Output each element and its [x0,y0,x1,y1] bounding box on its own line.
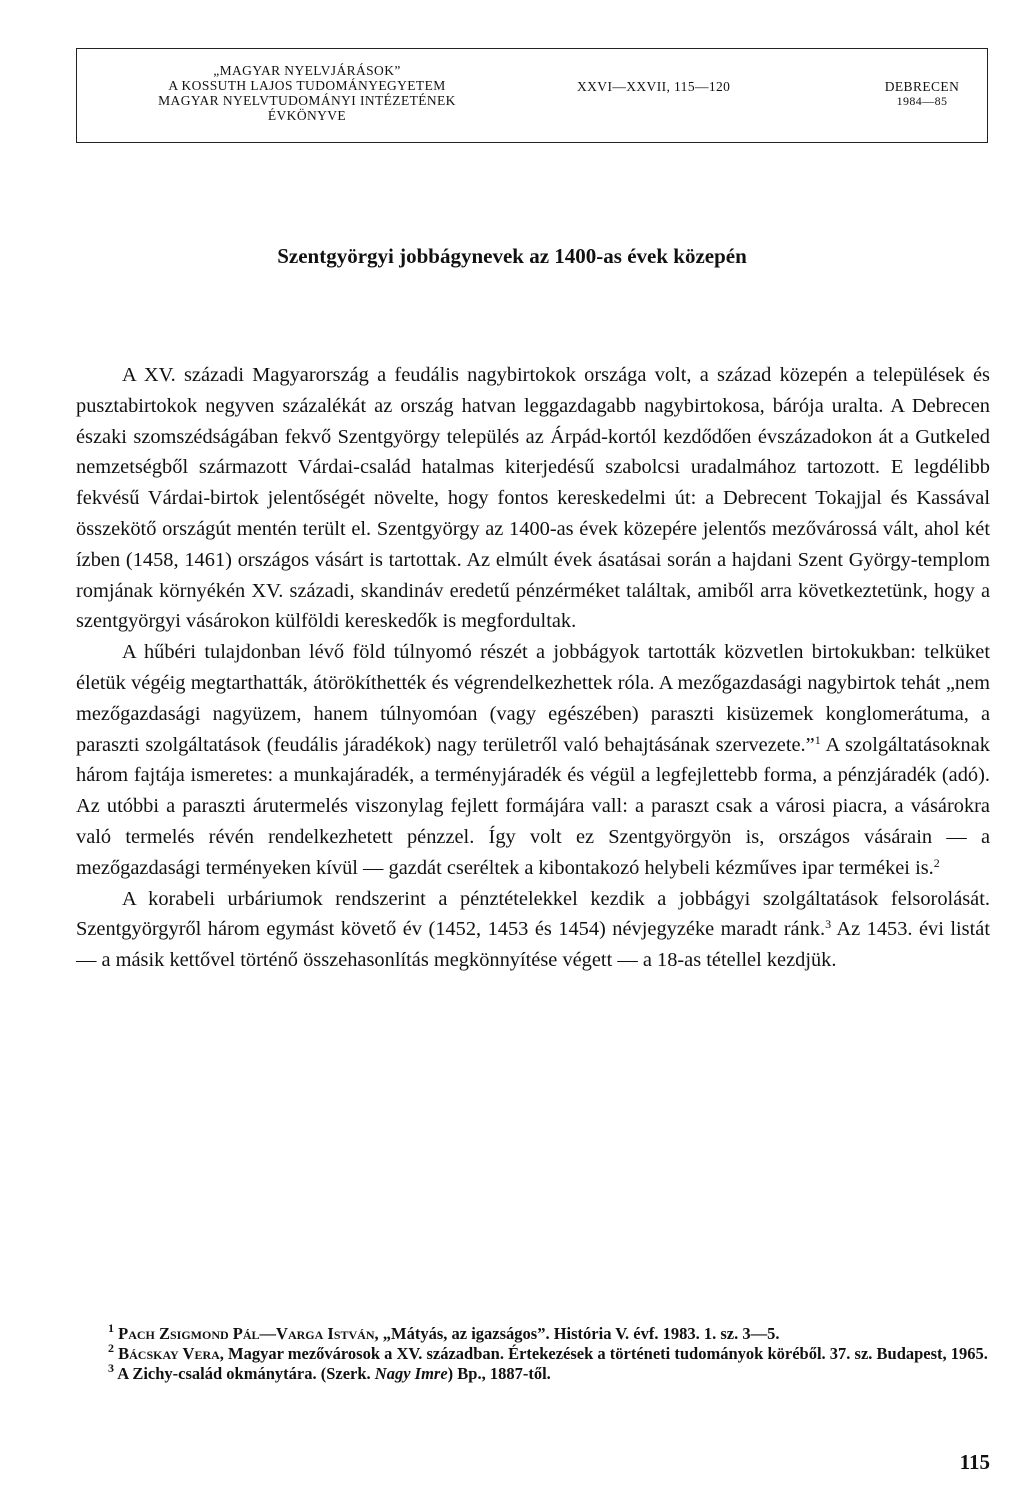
footnote-3-text-pre: A Zichy-család okmánytára. (Szerk. [114,1364,375,1383]
journal-name [77,63,537,123]
place-year [867,79,977,109]
place: DEBRECEN [884,79,960,94]
journal-header [76,48,988,143]
footnote-1-authors: Pach Zsigmond Pál—Varga István, [118,1324,379,1343]
journal-line-3: MAGYAR NYELVTUDOMÁNYI INTÉZETÉNEK [158,93,456,108]
footnote-3-number: 3 [108,1361,114,1375]
paragraph-3-text: A korabeli urbáriumok rendszerint a pénztételekkel kezdik a jobbágyi szolgáltatások felsorolását. Szentgyörgyről három egymást követő év (1452, 1453 és 1454) névjegyzéke maradt ránk. [76,887,990,941]
footnote-3-text: ) Bp., 1887-től. [447,1364,551,1383]
journal-line-2: A KOSSUTH LAJOS TUDOMÁNYEGYETEM [168,78,446,93]
footnote-3-editor: Nagy Imre [374,1364,448,1383]
paragraph-2-text: A hűbéri tulajdonban lévő föld túlnyomó részét a jobbágyok tartották közvetlen birtokukban: telküket életük végéig megtarthatták, átörökíthették és végrendelkezhettek róla. A mezőgazdasági nagybirtok tehát „nem mezőgazdasági nagyüzem, hanem túlnyomóan (vagy egészében) paraszti kisüzemek konglomerátuma, a paraszti szolgáltatások (feudális járadékok) nagy területről való behajtásának szervezete.” [76,641,990,756]
footnote-ref-2[interactable]: 2 [933,855,940,870]
paragraph-2-text-cont: A szolgáltatásoknak három fajtája ismeretes: a munkajáradék, a terményjáradék és végül a legfejlettebb forma, a pénzjáradék (adó). Az utóbbi a paraszti árutermelés viszonylag fejlett formájára vall: a paraszt csak a városi piacra, a vásárokra való termelés révén rendelkezhetett pénzzel. Így volt ez Szentgyörgyön is, országos vásárain — a mezőgazdasági terményeken kívül — gazdát cseréltek a kibontakozó helybeli kézműves ipar termékei is. [76,733,990,879]
footnote-1-text: „Mátyás, az igazságos”. História V. évf. 1983. 1. sz. 3—5. [378,1324,780,1343]
footnote-2-number: 2 [108,1341,114,1355]
journal-line-4: ÉVKÖNYVE [267,108,347,123]
volume-pages: XXVI—XXVII, 115—120 [577,79,731,94]
article-body [76,360,990,976]
paragraph-3 [76,884,990,976]
footnote-1 [76,1321,990,1344]
article-title: Szentgyörgyi jobbágynevek az 1400-as évek közepén [277,244,747,268]
paragraph-2 [76,637,990,883]
footnote-2-authors: Bácskay Vera, [118,1344,224,1363]
paragraph-1-text: A XV. századi Magyarország a feudális nagybirtokok országa volt, a század közepén a települések és pusztabirtokok negyven százalékát az ország hatvan leggazdagabb nagybirtokosa, bárója uralta. A Debrecen északi szomszédságában fekvő Szentgyörgy település az Árpád-kortól kezdődően évszázadokon át a Gutkeled nemzetségből származott Várdai-család hatalmas kiterjedésű szabolcsi uradalmához tartozott. E legdélibb fekvésű Várdai-birtok jelentőségét növelte, hogy fontos kereskedelmi út: a Debrecent Tokajjal és Kassával összekötő országút mentén terült el. Szentgyörgy az 1400-as évek közepére jelentős mezővárossá vált, ahol két ízben (1458, 1461) országos vásárt is tartottak. Az elmúlt évek ásatásai során a hajdani Szent György-templom romjának környékén XV. századi, skandináv eredetű pénzérméket találtak, amiből arra következtetünk, hogy a szentgyörgyi vásárokon külföldi kereskedők is megfordultak. [76,364,990,633]
footnote-3 [76,1361,990,1384]
years: 1984—85 [896,94,948,108]
page-number: 115 [959,1450,990,1474]
footnotes [76,1321,990,1384]
footnote-ref-3[interactable]: 3 [825,917,832,932]
footnote-1-number: 1 [108,1321,114,1335]
footnote-ref-1[interactable]: 1 [814,732,821,747]
footnote-2-text: Magyar mezővárosok a XV. században. Értekezések a történeti tudományok köréből. 37. sz. Budapest, 1965. [223,1344,988,1363]
journal-line-1: „MAGYAR NYELVJÁRÁSOK” [213,63,401,78]
footnote-2 [76,1341,990,1364]
paragraph-3-text-cont: Az 1453. évi listát — a másik kettővel történő összehasonlítás megkönnyítése végett — a 18-as tétellel kezdjük. [76,918,990,972]
paragraph-1 [76,360,990,637]
